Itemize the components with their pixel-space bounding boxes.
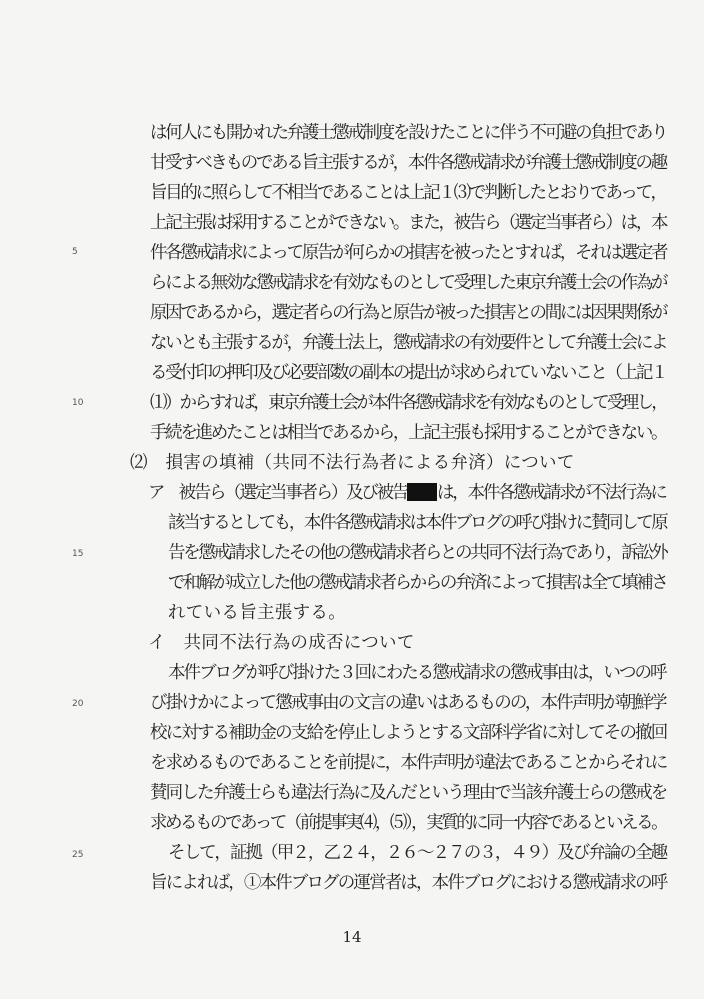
line-number: 5	[72, 247, 78, 257]
text-line: 告を懲戒請求したその他の懲戒請求者らとの共同不法行為であり，訴訟外	[168, 543, 667, 563]
section-heading: ⑵ 損害の填補（共同不法行為者による弁済）について	[130, 453, 575, 473]
text-line: 件各懲戒請求によって原告が何らかの損害を被ったとすれば，それは選定者	[150, 243, 667, 263]
text-line: 甘受すべきものである旨主張するが，本件各懲戒請求が弁護士懲戒制度の趣	[150, 153, 666, 173]
line-number: 25	[72, 850, 84, 860]
page-number: 14	[342, 928, 362, 946]
text-line: ⑴）からすれば，東京弁護士会が本件各懲戒請求を有効なものとして受理し，	[150, 393, 666, 413]
text-line: らによる無効な懲戒請求を有効なものとして受理した東京弁護士会の作為が	[150, 273, 667, 293]
text-line: 求めるものであって（前提事実⑷，⑸），実質的に同一内容であるといえる。	[150, 813, 667, 833]
text-line: び掛けかによって懲戒事由の文言の違いはあるものの，本件声明が朝鮮学	[150, 693, 666, 713]
text-line: 上記主張は採用することができない。また，被告ら（選定当事者ら）は，本	[150, 213, 667, 233]
text-segment: ア 被告ら（選定当事者ら）及び被告	[148, 483, 408, 503]
text-line: 旨によれば，①本件ブログの運営者は，本件ブログにおける懲戒請求の呼	[150, 873, 667, 893]
text-line: 該当するとしても，本件各懲戒請求は本件ブログの呼び掛けに賛同して原	[168, 513, 667, 533]
text-line: ないとも主張するが，弁護士法上，懲戒請求の有効要件として弁護士会によ	[150, 333, 667, 353]
text-line: 賛同した弁護士らも違法行為に及んだという理由で当該弁護士らの懲戒を	[150, 783, 667, 803]
text-line: そして，証拠（甲２，乙２４，２６～２７の３，４９）及び弁論の全趣	[168, 843, 667, 863]
text-line: で和解が成立した他の懲戒請求者らからの弁済によって損害は全て填補さ	[168, 573, 667, 593]
text-line: を求めるものであることを前提に，本件声明が違法であることからそれに	[150, 753, 667, 773]
text-line: れている旨主張する。	[168, 603, 346, 623]
text-line: 手続を進めたことは相当であるから，上記主張も採用することができない。	[150, 423, 667, 443]
text-line: る受付印の押印及び必要部数の副本の提出が求められていないこと（上記１	[150, 363, 667, 383]
text-line	[148, 483, 666, 503]
line-number: 10	[72, 398, 84, 408]
text-line: 原因であるから，選定者らの行為と原告が被った損害との間には因果関係が	[150, 303, 667, 323]
text-line: 本件ブログが呼び掛けた３回にわたる懲戒請求の懲戒事由は，いつの呼	[168, 663, 666, 683]
line-number: 20	[72, 699, 84, 709]
redaction-box	[407, 483, 437, 501]
text-line: 校に対する補助金の支給を停止しようとする文部科学省に対してその撤回	[150, 723, 667, 743]
text-line: は何人にも開かれた弁護士懲戒制度を設けたことに伴う不可避の負担であり	[150, 123, 667, 143]
subsection-heading: イ 共同不法行為の成否について	[148, 633, 415, 653]
line-number: 15	[72, 549, 84, 559]
text-line: 旨目的に照らして不相当であることは上記１⑶で判断したとおりであって，	[150, 183, 666, 203]
text-segment: は，本件各懲戒請求が不法行為に	[437, 483, 666, 503]
